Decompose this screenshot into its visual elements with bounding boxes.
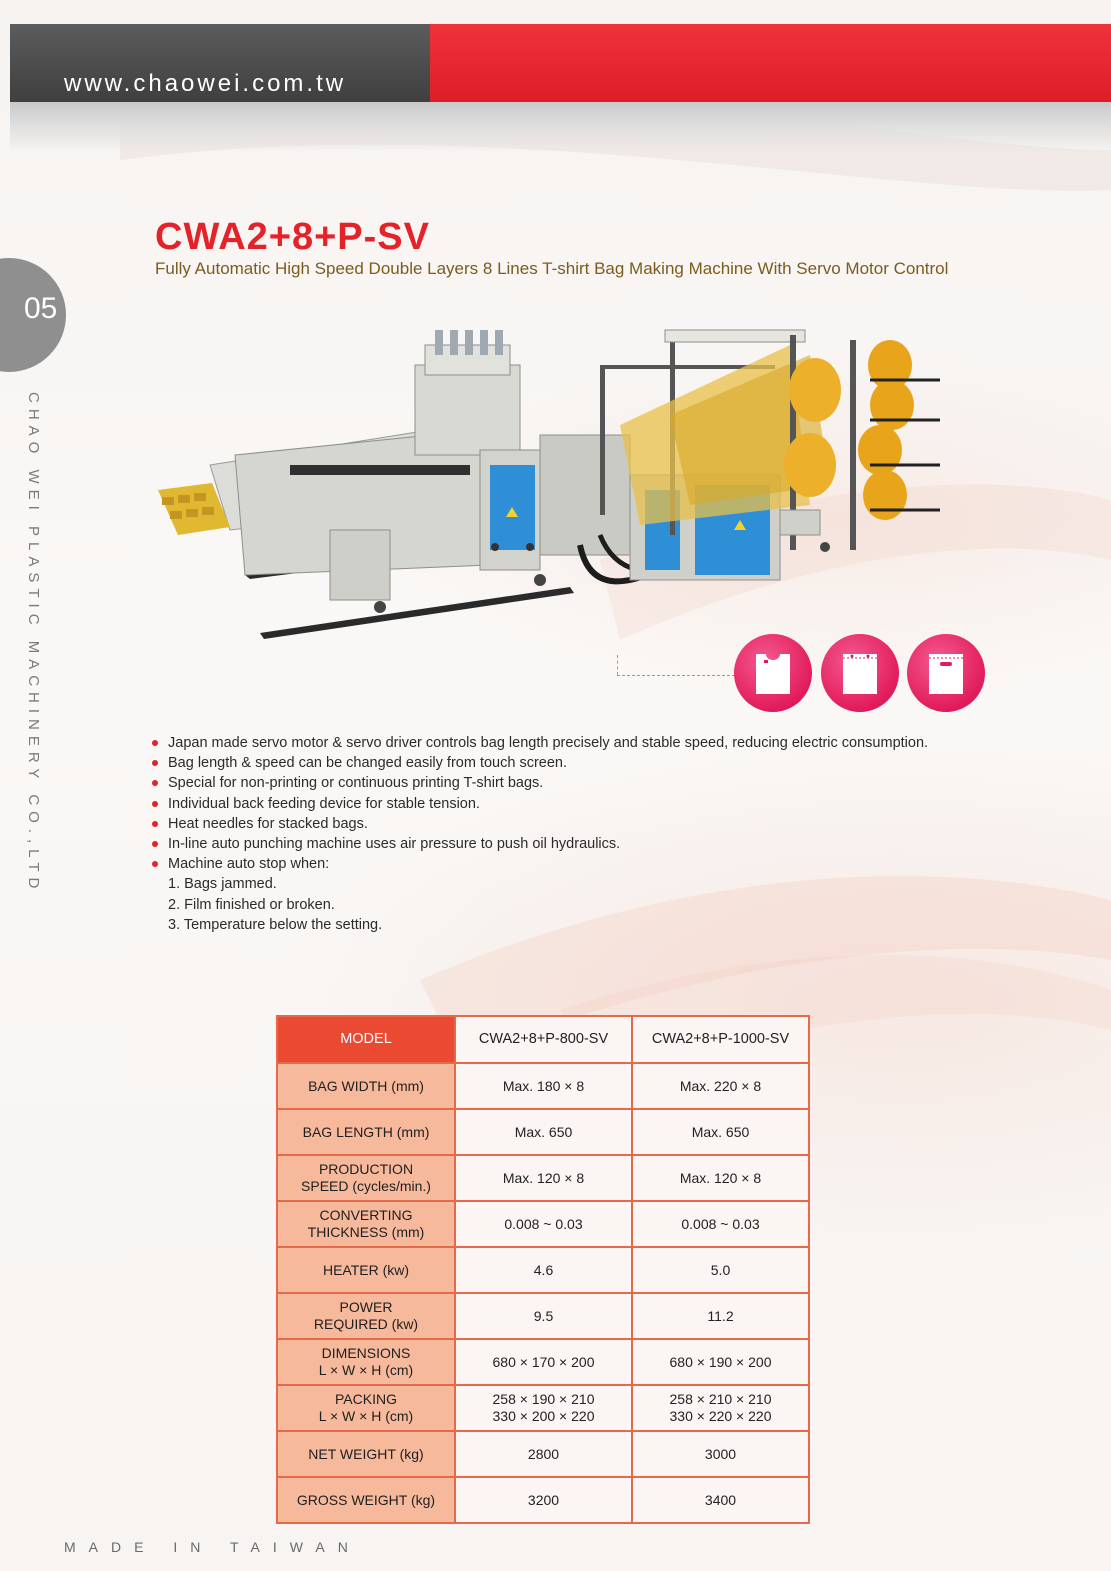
- row-label: PACKING L × W × H (cm): [277, 1385, 455, 1431]
- row-value: 3000: [632, 1431, 809, 1477]
- bullet-icon: [152, 740, 158, 746]
- feature-item: Individual back feeding device for stable tension.: [152, 794, 1012, 814]
- table-row: [277, 1431, 809, 1477]
- feature-list: [152, 733, 1012, 935]
- table-row: [277, 1109, 809, 1155]
- row-value: 680 × 190 × 200: [632, 1339, 809, 1385]
- row-value: 0.008 ~ 0.03: [455, 1201, 632, 1247]
- bullet-icon: [152, 780, 158, 786]
- table-row: [277, 1477, 809, 1523]
- stop-condition: 2. Film finished or broken.: [168, 896, 335, 913]
- row-value: 680 × 170 × 200: [455, 1339, 632, 1385]
- feature-item: Japan made servo motor & servo driver controls bag length precisely and stable speed, reducing electric consumption.: [152, 733, 1012, 753]
- row-value: Max. 650: [632, 1109, 809, 1155]
- feature-item: Special for non-printing or continuous printing T-shirt bags.: [152, 773, 1012, 793]
- bag-icons-connector-line: [617, 675, 735, 676]
- row-value: 2800: [455, 1431, 632, 1477]
- bullet-icon: [152, 821, 158, 827]
- header-red-band: [430, 24, 1111, 102]
- row-value: Max. 120 × 8: [632, 1155, 809, 1201]
- row-value: 3200: [455, 1477, 632, 1523]
- feature-item: Heat needles for stacked bags.: [152, 814, 1012, 834]
- row-value: Max. 180 × 8: [455, 1063, 632, 1109]
- punched-bag-icon: [907, 634, 985, 712]
- row-label: PRODUCTION SPEED (cycles/min.): [277, 1155, 455, 1201]
- row-value: 4.6: [455, 1247, 632, 1293]
- row-value: Max. 120 × 8: [455, 1155, 632, 1201]
- feature-item: In-line auto punching machine uses air pressure to push oil hydraulics.: [152, 834, 1012, 854]
- bullet-icon: [152, 861, 158, 867]
- made-in-label: MADE IN TAIWAN: [64, 1539, 361, 1555]
- table-row: [277, 1247, 809, 1293]
- row-value: 258 × 210 × 210 330 × 220 × 220: [632, 1385, 809, 1431]
- row-label: HEATER (kw): [277, 1247, 455, 1293]
- flat-bag-icon: [821, 634, 899, 712]
- website-url[interactable]: www.chaowei.com.tw: [64, 70, 347, 97]
- bullet-icon: [152, 841, 158, 847]
- table-row: [277, 1063, 809, 1109]
- table-row: [277, 1339, 809, 1385]
- table-row: [277, 1201, 809, 1247]
- company-name-vertical: CHAO WEI PLASTIC MACHINERY CO.,LTD: [25, 392, 42, 895]
- spec-table: [276, 1015, 810, 1524]
- row-label: BAG WIDTH (mm): [277, 1063, 455, 1109]
- row-label: POWER REQUIRED (kw): [277, 1293, 455, 1339]
- row-value: 3400: [632, 1477, 809, 1523]
- row-value: 258 × 190 × 210 330 × 200 × 220: [455, 1385, 632, 1431]
- row-label: BAG LENGTH (mm): [277, 1109, 455, 1155]
- t-shirt-bag-icon: [734, 634, 812, 712]
- row-value: Max. 650: [455, 1109, 632, 1155]
- header-cell-model: MODEL: [277, 1016, 455, 1063]
- feature-item: Bag length & speed can be changed easily from touch screen.: [152, 753, 1012, 773]
- row-value: 5.0: [632, 1247, 809, 1293]
- row-label: NET WEIGHT (kg): [277, 1431, 455, 1477]
- header-cell-model-1000: CWA2+8+P-1000-SV: [632, 1016, 809, 1063]
- bullet-icon: [152, 801, 158, 807]
- feature-item: Machine auto stop when:: [152, 854, 1012, 874]
- model-title: CWA2+8+P-SV: [155, 216, 430, 258]
- header-gray-strip: [10, 102, 1111, 152]
- product-subtitle: Fully Automatic High Speed Double Layers 8 Lines T-shirt Bag Making Machine With Servo Motor Control: [155, 259, 949, 278]
- row-label: CONVERTING THICKNESS (mm): [277, 1201, 455, 1247]
- header-cell-model-800: CWA2+8+P-800-SV: [455, 1016, 632, 1063]
- bullet-icon: [152, 760, 158, 766]
- row-label: GROSS WEIGHT (kg): [277, 1477, 455, 1523]
- stop-condition: 1. Bags jammed.: [168, 876, 277, 893]
- row-label: DIMENSIONS L × W × H (cm): [277, 1339, 455, 1385]
- table-header-row: [277, 1016, 809, 1063]
- row-value: 9.5: [455, 1293, 632, 1339]
- row-value: Max. 220 × 8: [632, 1063, 809, 1109]
- row-value: 0.008 ~ 0.03: [632, 1201, 809, 1247]
- page-number: 05: [24, 292, 58, 325]
- bag-icons-connector: [617, 655, 618, 675]
- stop-condition: 3. Temperature below the setting.: [168, 916, 383, 933]
- row-value: 11.2: [632, 1293, 809, 1339]
- table-row: [277, 1385, 809, 1431]
- machine-illustration: [150, 315, 950, 650]
- table-row: [277, 1155, 809, 1201]
- table-row: [277, 1293, 809, 1339]
